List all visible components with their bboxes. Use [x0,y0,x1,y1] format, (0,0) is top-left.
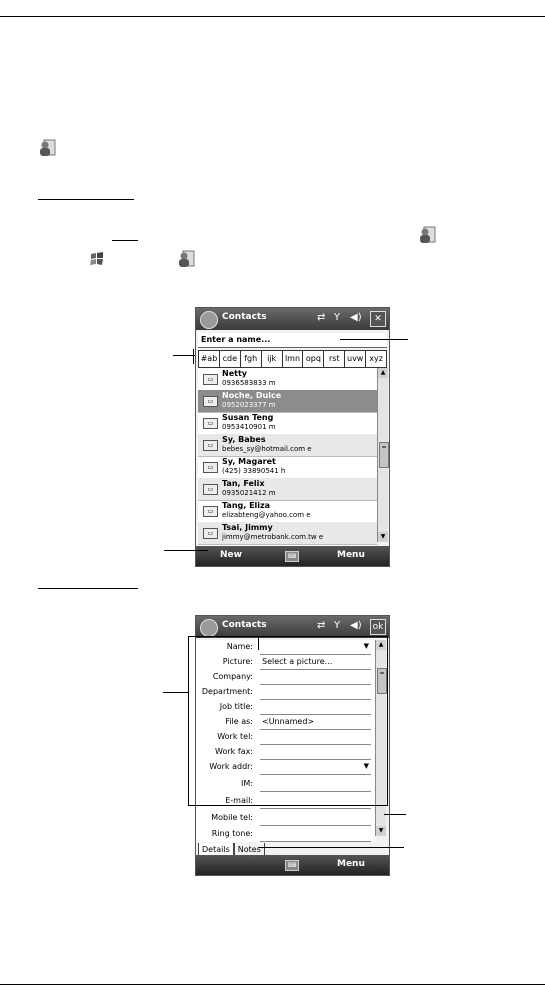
list-item[interactable] [198,412,377,435]
field-label: Company: [212,672,253,681]
mobile-tel-field[interactable] [260,811,371,826]
contacts-icon [38,139,56,157]
volume-icon[interactable]: ◀) [350,620,362,631]
contact-detail: 0952023377 m [222,401,276,409]
letter-tab[interactable]: xyz [369,354,383,363]
ring-tone-field[interactable] [260,827,371,842]
contact-name: Tan, Felix [222,479,265,488]
softkey-bar [196,855,389,875]
contact-name: Tsai, Jimmy [222,523,273,532]
contact-card-icon: ▭ [203,374,218,385]
contacts-icon [418,226,436,244]
signal-icon[interactable]: Y [334,620,341,631]
letter-tab[interactable]: rst [324,351,345,367]
letter-tab[interactable]: fgh [241,351,262,367]
letter-tab[interactable]: opq [303,351,324,367]
tab-notes[interactable]: Notes [234,843,265,857]
letter-tab[interactable]: uvw [345,351,366,367]
scroll-down-icon[interactable]: ▼ [376,826,386,836]
field-label: Department: [201,687,253,696]
window-title: Contacts [222,620,267,630]
letter-tab[interactable]: lmn [283,351,304,367]
field-label: Picture: [222,657,253,666]
contact-card-icon: ▭ [203,484,218,495]
contact-card-icon: ▭ [203,396,218,407]
contact-card-icon: ▭ [203,462,218,473]
list-item[interactable] [198,434,377,457]
scroll-thumb[interactable]: ═ [377,668,387,694]
callout-line [258,847,404,848]
form-row-ring-tone [196,827,375,842]
letter-tab[interactable]: ijk [262,351,283,367]
contact-card-icon: ▭ [203,506,218,517]
text-underline [112,240,138,241]
ok-button[interactable]: ok [370,619,386,635]
field-label: Ring tone: [211,829,253,838]
contact-name: Sy, Magaret [222,457,276,466]
contact-name: Sy, Babes [222,435,266,444]
list-item[interactable] [198,456,377,479]
field-label: Work addr: [209,762,253,771]
fields-bracket [188,636,388,806]
scroll-down-icon[interactable]: ▼ [378,532,388,542]
contact-detail: 0935021412 m [222,489,276,497]
window-title: Contacts [222,312,267,322]
field-label: File as: [225,717,253,726]
contact-card-icon: ▭ [203,440,218,451]
letter-tab[interactable]: #ab [199,351,220,367]
bottom-rule [0,984,545,985]
contact-detail: jimmy@metrobank.com.tw e [222,533,324,541]
field-label: E-mail: [225,796,253,805]
scroll-up-icon[interactable]: ▲ [378,368,388,378]
signal-icon[interactable]: Y [334,312,341,323]
start-icon[interactable] [200,311,218,329]
callout-tick [258,636,259,650]
callout-line [173,355,195,356]
sync-icon[interactable]: ⇄ [317,620,326,631]
list-item[interactable] [198,522,377,545]
field-label: Work fax: [215,747,253,756]
field-label: IM: [241,779,253,788]
new-button[interactable]: New [220,550,242,560]
field-label: Name: [226,642,253,651]
contact-list [198,368,377,550]
contact-detail: (425) 33890541 h [222,467,286,475]
heading-underline [38,199,134,200]
title-bar [196,616,389,638]
letter-group-tabs [198,350,387,368]
list-item[interactable] [198,478,377,501]
callout-bracket [193,349,194,364]
contact-name: Tang, Eliza [222,501,271,510]
field-label: Work tel: [217,732,253,741]
scroll-thumb[interactable]: ═ [379,442,389,468]
dropdown-arrow-icon[interactable]: ▼ [363,642,369,650]
contact-name: Susan Teng [222,413,274,422]
start-icon[interactable] [200,619,218,637]
top-rule [0,16,545,17]
close-icon[interactable]: ✕ [370,311,386,327]
list-item[interactable] [198,390,377,413]
contact-detail: 0953410901 m [222,423,276,431]
form-row-mobile-tel [196,811,375,826]
keyboard-icon[interactable]: ⌨ [285,551,299,562]
volume-icon[interactable]: ◀) [350,312,362,323]
contact-detail: 0936583833 m [222,379,276,387]
callout-line [163,692,188,693]
picture-field[interactable]: Select a picture... [260,655,371,670]
title-bar [196,308,389,330]
softkey-bar [196,546,389,566]
contact-detail: elizabteng@yahoo.com e [222,511,311,519]
letter-tab[interactable]: cde [220,351,241,367]
contacts-list-screen [195,307,390,567]
name-search-input[interactable]: Enter a name... [198,333,387,348]
keyboard-icon[interactable]: ⌨ [285,860,299,871]
contacts-icon [177,250,195,268]
menu-button[interactable]: Menu [337,859,365,869]
contact-name: Noche, Dulce [222,391,282,400]
sync-icon[interactable]: ⇄ [317,312,326,323]
contact-detail: bebes_sy@hotmail.com e [222,445,312,453]
list-item[interactable] [198,368,377,391]
windows-start-icon [88,250,106,268]
field-label: Mobile tel: [211,813,253,822]
dropdown-arrow-icon[interactable]: ▼ [363,762,369,770]
file-as-field[interactable]: <Unnamed> [260,715,371,730]
scroll-up-icon[interactable]: ▲ [376,640,386,650]
contact-card-icon: ▭ [203,418,218,429]
scrollbar[interactable] [377,368,388,542]
contact-name: Netty [222,369,247,378]
callout-line [340,339,408,340]
contact-card-icon: ▭ [203,528,218,539]
heading-underline [38,588,138,589]
tab-details[interactable]: Details [198,843,234,857]
field-label: Job title: [219,702,253,711]
menu-button[interactable]: Menu [337,550,365,560]
callout-line [164,550,208,551]
list-item[interactable] [198,500,377,523]
callout-line [384,814,406,815]
